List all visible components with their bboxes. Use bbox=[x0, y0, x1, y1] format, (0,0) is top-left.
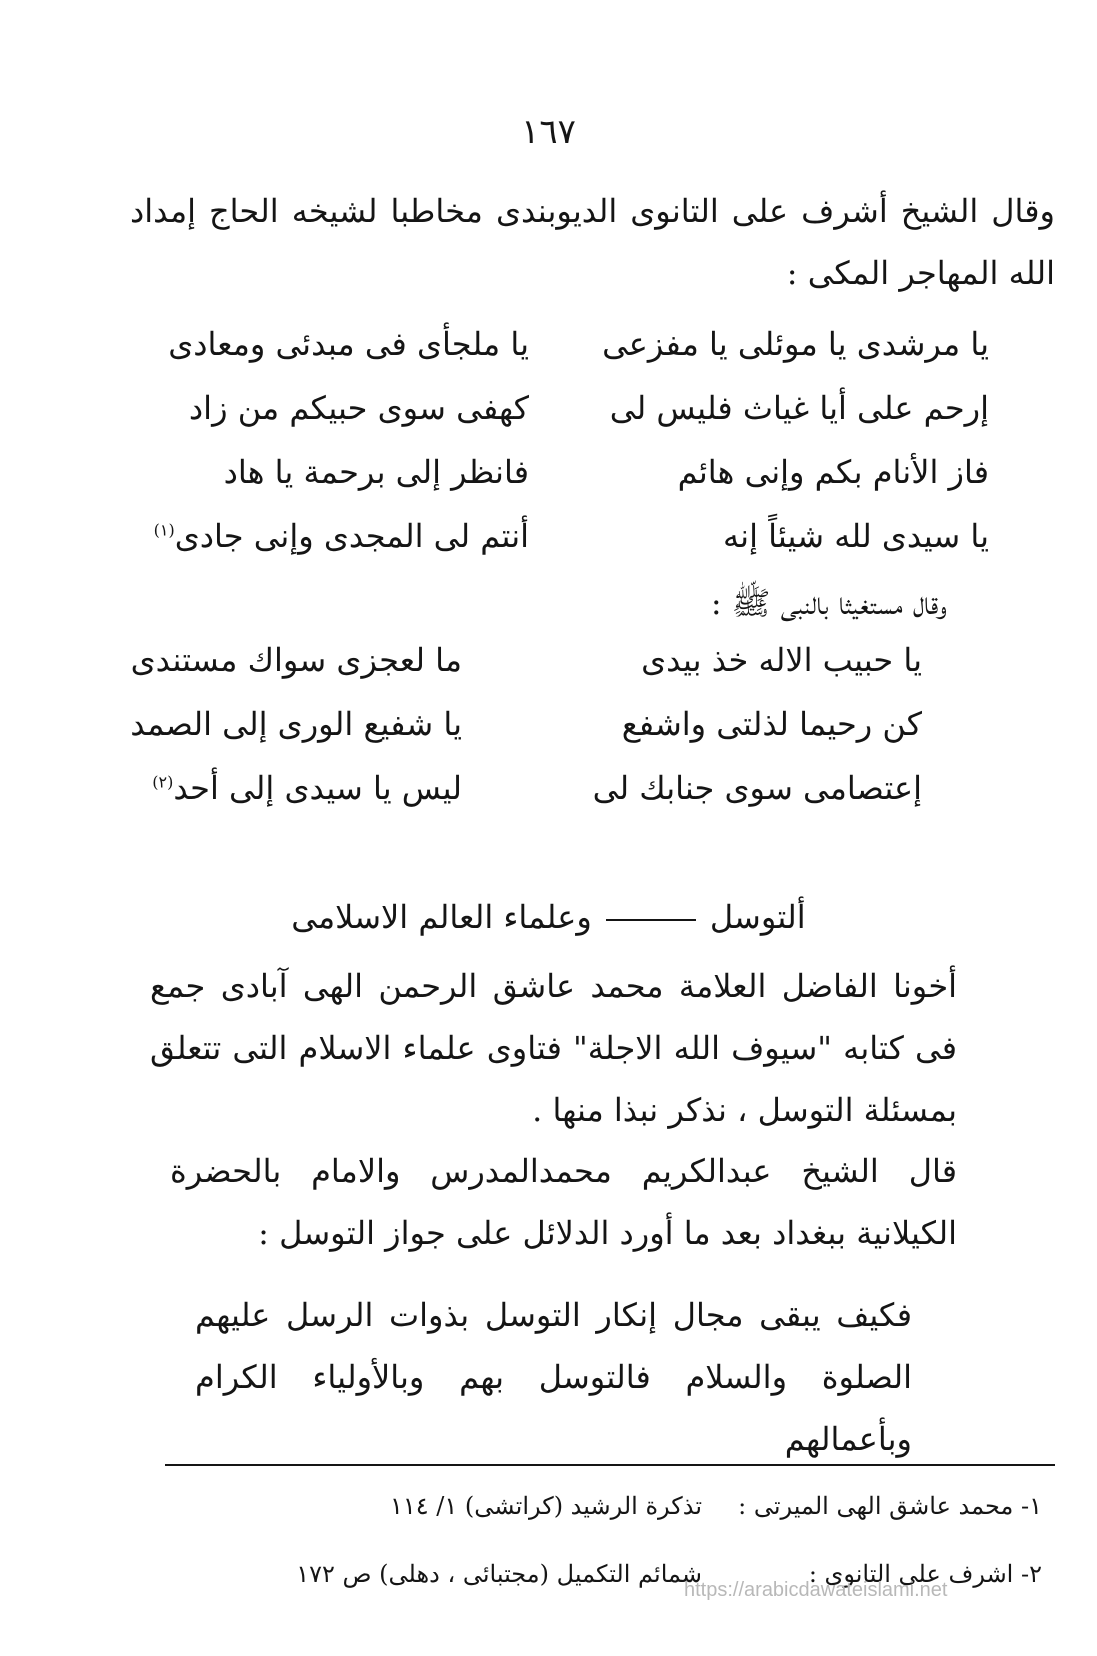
poem1-first-hemistich: فاز الأنام بكم وإنى هائم bbox=[677, 453, 989, 491]
heading-dash bbox=[606, 919, 696, 921]
footnote-1-source: تذكرة الرشيد (كراتشى) ١/ ١١٤ bbox=[389, 1492, 702, 1520]
poem2-first-hemistich: إعتصامى سوى جنابك لى bbox=[592, 769, 922, 807]
heading-left-text: وعلماء العالم الاسلامى bbox=[291, 898, 592, 936]
poem2-verse bbox=[42, 628, 922, 692]
paragraph-quote: فكيف يبقى مجال إنكار التوسل بذوات الرسل عليهم الصلوة والسلام فالتوسل بهم وبالأولياء الكرام وبأعمالهم bbox=[195, 1296, 912, 1458]
poem1-second-hemistich: فانظر إلى برحمة يا هاد bbox=[223, 453, 529, 491]
poem2-second-hemistich: يا شفيع الورى إلى الصمد bbox=[130, 705, 462, 743]
poem1-first-hemistich: إرحم على أيا غياث فليس لى bbox=[609, 389, 989, 427]
poem-block-2 bbox=[42, 628, 922, 820]
footnote-marker: (١) bbox=[153, 520, 175, 540]
watermark-url: https://arabicdawateislami.net bbox=[684, 1579, 948, 1601]
poem2-second-hemistich: ما لعجزى سواك مستندى bbox=[130, 641, 462, 679]
paragraph-abdulkarim: قال الشيخ عبدالكريم محمدالمدرس والامام بالحضرة الكيلانية ببغداد بعد ما أورد الدلائل على جواز التوسل : bbox=[170, 1152, 957, 1252]
footnote-1-author: ١- محمد عاشق الهى الميرتى : bbox=[738, 1492, 1042, 1520]
poem1-verse bbox=[109, 376, 989, 440]
poem1-verse bbox=[109, 312, 989, 376]
poem2-verse bbox=[42, 692, 922, 756]
poem1-verse bbox=[109, 504, 989, 568]
footnote-2-author: ٢- اشرف على التانوى : bbox=[808, 1560, 1042, 1588]
footnote-1 bbox=[162, 1492, 1042, 1520]
poem1-first-hemistich: يا سيدى لله شيئاً إنه bbox=[723, 517, 989, 555]
intro-paragraph: وقال الشيخ أشرف على التانوى الديوبندى مخاطبا لشيخه الحاج إمداد الله المهاجر المكى : bbox=[130, 192, 1055, 292]
poem2-verse bbox=[42, 756, 922, 820]
poem-block-1 bbox=[109, 312, 989, 568]
page-number: ١٦٧ bbox=[521, 112, 576, 152]
paragraph-fatawa: أخونا الفاضل العلامة محمد عاشق الرحمن الهى آبادى جمع فى كتابه "سيوف الله الاجلة" فتاوى علماء الاسلام التى تتعلق بمسئلة التوسل ، نذكر نبذا منها . bbox=[150, 967, 957, 1129]
poem2-second-hemistich: ليس يا سيدى إلى أحد$^{(٢)}$ bbox=[152, 769, 462, 807]
poem1-second-hemistich: كهفى سوى حبيكم من زاد bbox=[188, 389, 529, 427]
second-intro: وقال مستغيثا بالنبى ﷺ : bbox=[710, 584, 947, 622]
poem1-first-hemistich: يا مرشدى يا موئلى يا مفزعى bbox=[602, 325, 989, 363]
footnote-divider bbox=[165, 1464, 1055, 1466]
heading-right-text: ألتوسل bbox=[709, 898, 806, 936]
footnote-marker: (٢) bbox=[152, 772, 174, 792]
poem2-first-hemistich: يا حبيب الاله خذ بيدى bbox=[641, 641, 922, 679]
poem1-verse bbox=[109, 440, 989, 504]
section-heading bbox=[0, 898, 1097, 936]
poem1-second-hemistich: أنتم لى المجدى وإنى جادى$^{(١)}$ bbox=[153, 517, 529, 555]
footnote-2-source: شمائم التكميل (مجتبائى ، دهلى) ص ١٧٢ bbox=[296, 1560, 702, 1588]
poem2-first-hemistich: كن رحيما لذلتى واشفع bbox=[621, 705, 922, 743]
poem1-second-hemistich: يا ملجأى فى مبدئى ومعادى bbox=[168, 325, 529, 363]
